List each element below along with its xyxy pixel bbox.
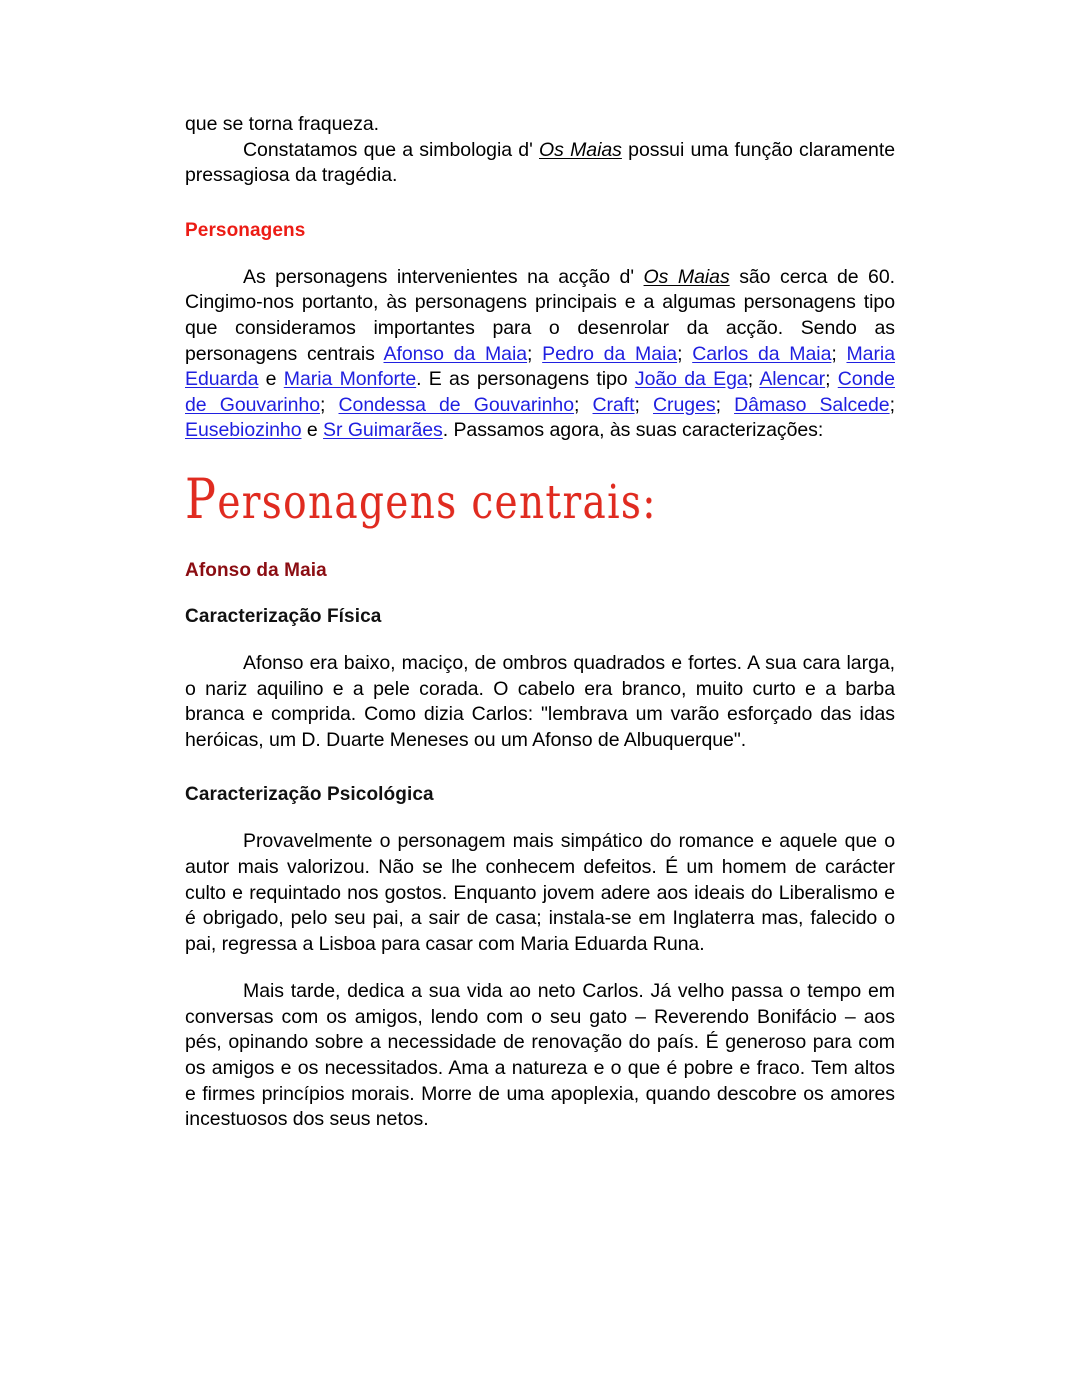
sep: ; xyxy=(747,368,754,391)
paragraph-constatamos xyxy=(185,138,895,189)
link-craft[interactable]: Craft xyxy=(592,393,635,416)
constatamos-after-title: possui uma função claramente pressagiosa da tragédia. xyxy=(185,138,896,187)
spacer xyxy=(185,189,895,219)
sep-e: e xyxy=(265,368,277,391)
orphan-continuation-line xyxy=(185,112,895,138)
sep: ; xyxy=(831,342,837,365)
heading-caracterizacao-psicologica: Caracterização Psicológica xyxy=(185,784,434,806)
intro-part2: são cerca de 60. Cingimo-nos portanto, às personagens principais e a algumas personagens tipo que consideramos importantes para o desenrolar da acção. Sendo as personagens centrais xyxy=(185,265,896,365)
sep: ; xyxy=(574,393,580,416)
sep: ; xyxy=(634,393,640,416)
banner-heading-personagens-centrais xyxy=(185,468,881,532)
constatamos-before-title: Constatamos que a simbologia d' xyxy=(243,138,533,161)
spacer xyxy=(185,629,895,651)
link-afonso-da-maia[interactable]: Afonso da Maia xyxy=(383,342,528,365)
link-sr-guimaraes[interactable]: Sr Guimarães xyxy=(323,419,443,442)
sep-e: e xyxy=(306,419,318,442)
heading-personagens: Personagens xyxy=(185,219,306,241)
work-title-os-maias: Os Maias xyxy=(539,138,622,161)
spacer xyxy=(185,807,895,829)
link-eusebiozinho[interactable]: Eusebiozinho xyxy=(185,419,302,442)
spacer xyxy=(185,243,895,265)
spacer xyxy=(185,529,895,559)
intro-part4: . Passamos agora, às suas caracterizações: xyxy=(442,419,824,442)
document-content-column xyxy=(185,112,895,1133)
link-conde-de-gouvarinho[interactable]: Conde de Gouvarinho xyxy=(185,368,895,416)
sep: ; xyxy=(889,393,895,416)
spacer xyxy=(185,957,895,979)
link-alencar[interactable]: Alencar xyxy=(759,368,826,391)
banner-first-letter: P xyxy=(185,468,218,532)
sep: ; xyxy=(320,393,326,416)
spacer xyxy=(185,583,895,605)
link-joao-da-ega[interactable]: João da Ega xyxy=(634,368,748,391)
link-condessa-de-gouvarinho[interactable]: Condessa de Gouvarinho xyxy=(338,393,575,416)
intro-part1: As personagens intervenientes na acção d' xyxy=(243,265,635,288)
paragraph-afonso-psicologica-1: Provavelmente o personagem mais simpático do romance e aquele que o autor mais valorizou. Não se lhe conhecem defeitos. É um homem de carácter culto e requintado nos gostos. Enquanto jovem adere aos ideais do Liberalismo e é obrigado, pelo seu pai, a sair de casa; instala-se em Inglaterra mas, falecido o pai, regressa a Lisboa para casar com Maria Eduarda Runa. xyxy=(185,830,895,955)
link-maria-monforte[interactable]: Maria Monforte xyxy=(283,368,417,391)
sep: ; xyxy=(527,342,533,365)
heading-afonso-da-maia: Afonso da Maia xyxy=(185,559,327,581)
sep: ; xyxy=(677,342,683,365)
heading-caracterizacao-fisica: Caracterização Física xyxy=(185,605,382,627)
link-cruges[interactable]: Cruges xyxy=(653,393,716,416)
link-pedro-da-maia[interactable]: Pedro da Maia xyxy=(542,342,678,365)
spacer xyxy=(185,444,895,474)
link-damaso-salcede[interactable]: Dâmaso Salcede xyxy=(734,393,890,416)
work-title-os-maias: Os Maias xyxy=(643,265,730,288)
paragraph-personagens-intro xyxy=(185,265,895,444)
link-carlos-da-maia[interactable]: Carlos da Maia xyxy=(692,342,832,365)
paragraph-afonso-fisica: Afonso era baixo, maciço, de ombros quadrados e fortes. A sua cara larga, o nariz aquilino e a pele corada. O cabelo era branco, muito curto e a barba branca e comprida. Como dizia Carlos: "lembrava um varão esforçado das idas heróicas, um D. Duarte Meneses ou um Afonso de Albuquerque". xyxy=(185,651,895,751)
sep: ; xyxy=(715,393,721,416)
intro-part3: . E as personagens tipo xyxy=(416,368,628,391)
sep: ; xyxy=(825,368,831,391)
link-maria-eduarda[interactable]: Maria Eduarda xyxy=(185,342,895,391)
orphan-line-text: que se torna fraqueza. xyxy=(185,113,380,135)
banner-rest: ersonagens centrais: xyxy=(217,475,657,530)
spacer xyxy=(185,753,895,783)
paragraph-afonso-psicologica-2: Mais tarde, dedica a sua vida ao neto Carlos. Já velho passa o tempo em conversas com os amigos, lendo com o seu gato – Reverendo Bonifácio – aos pés, opinando sobre a necessidade de renovação do país. É generoso para com os amigos e os necessitados. Ama a natureza e o que é pobre e fraco. Tem altos e firmes princípios morais. Morre de uma apoplexia, quando descobre os amores incestuosos dos seus netos. xyxy=(185,980,895,1131)
